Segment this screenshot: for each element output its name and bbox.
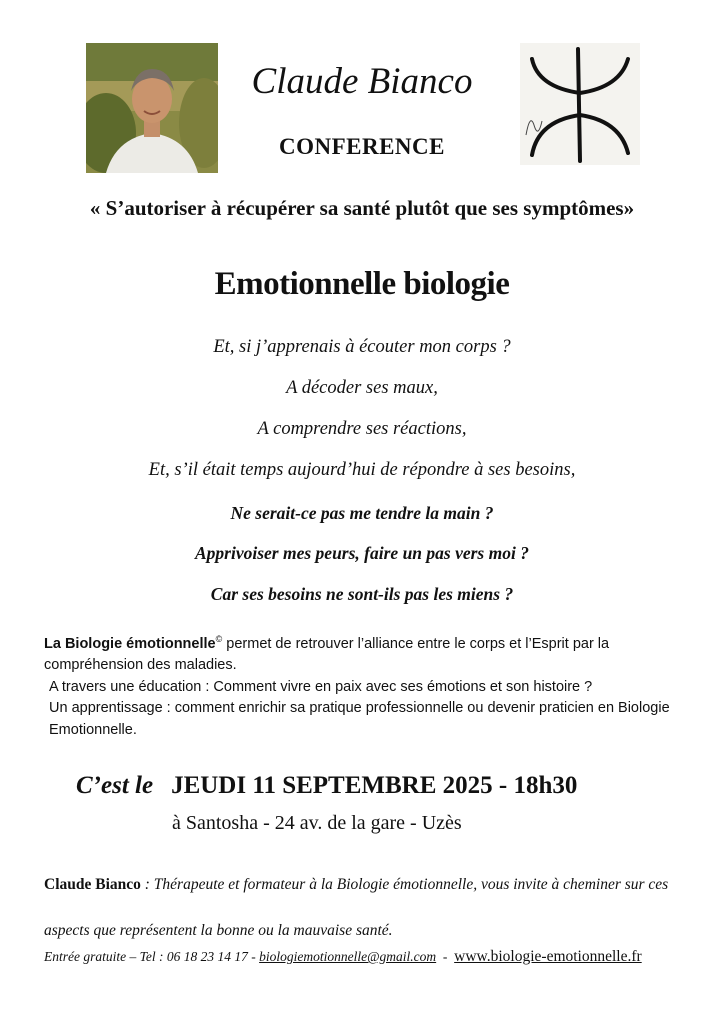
entry-and-phone: Entrée gratuite – Tel : 06 18 23 14 17 - [44, 949, 260, 964]
description-line-2: A travers une éducation : Comment vivre en paix avec ses émotions et son histoire ? [49, 678, 593, 695]
footer-separator: - [436, 949, 455, 964]
description-paragraph [44, 629, 694, 677]
bio-text: : Thérapeute et formateur à la Biologie émotionnelle, vous invite à cheminer sur ces aspects que représentent la bonne ou la mauvaise santé. [44, 876, 669, 939]
poem-line: A décoder ses maux, [286, 378, 438, 398]
website-link[interactable]: www.biologie-emotionnelle.fr [454, 948, 642, 965]
poem-line-bold: Car ses besoins ne sont-ils pas les miens ? [210, 584, 514, 604]
speaker-name-title: Claude Bianco [251, 61, 473, 102]
poem-line: Et, si j’apprenais à écouter mon corps ? [213, 337, 511, 357]
description-term: La Biologie émotionnelle [44, 635, 216, 652]
copyright-mark: © [215, 634, 223, 644]
poem-line: Et, s’il était temps aujourd’hui de répondre à ses besoins, [148, 460, 576, 480]
bio-name: Claude Bianco [44, 876, 141, 893]
speaker-bio [44, 862, 684, 954]
email-link[interactable]: biologiemotionnelle@gmail.com [259, 949, 437, 964]
description-line-1: permet de retrouver l’alliance entre le corps et l’Esprit par la compréhension des maladies. [44, 635, 610, 674]
poem-line: A comprendre ses réactions, [257, 419, 467, 439]
poem-line-bold: Apprivoiser mes peurs, faire un pas vers moi ? [195, 543, 529, 563]
event-date: JEUDI 11 SEPTEMBRE 2025 - 18h30 [171, 772, 578, 799]
event-venue: à Santosha - 24 av. de la gare - Uzès [172, 812, 462, 834]
event-date-line [76, 772, 577, 800]
conference-quote: « S’autoriser à récupérer sa santé plutôt que ses symptômes» [89, 196, 635, 220]
description-line-3: Un apprentissage : comment enrichir sa pratique professionnelle ou devenir praticien en Biologie Emotionnelle. [49, 700, 670, 738]
event-type-label: CONFERENCE [278, 134, 445, 159]
footer-contact [44, 948, 684, 966]
main-heading: Emotionnelle biologie [214, 266, 510, 302]
date-prefix: C’est le [76, 772, 154, 799]
description-block [44, 629, 694, 741]
poem-line-bold: Ne serait-ce pas me tendre la main ? [230, 503, 494, 523]
